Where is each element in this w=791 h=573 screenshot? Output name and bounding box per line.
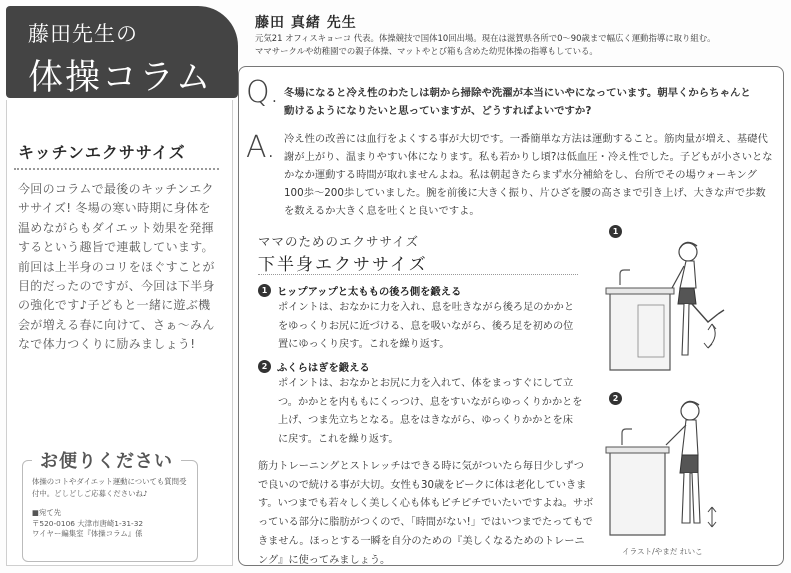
letters-address xyxy=(32,508,192,540)
column-title: 体操コラム xyxy=(28,58,213,98)
illustration-credit: イラスト/やまだ れいこ xyxy=(622,547,703,556)
exercise-2-heading-text: ふくらはぎを鍛える xyxy=(277,362,370,374)
author-bio-line1: 元気21 オフィスキョーコ 代表。体操競技で国体10回出場。現在は滋賀県各所で0〜90歳まで幅広く運動指導に取り組む。 xyxy=(255,33,716,43)
sidebar-body: 今回のコラムで最後のキッチンエクササイズ! 冬場の寒い時期に身体を温めながらもダイエット効果を発揮するという趣旨で連載しています。前回は上半身のコリをほぐすことが目的だったのですが、今回は下半身の強化です♪子どもと一緒に遊ぶ機会が増える春に向けて、さぁ〜みんなで体力つくりに励みましょう! xyxy=(18,182,215,352)
letters-title: お便りください xyxy=(32,447,181,473)
answer-text: 冷え性の改善には血行をよくする事が大切です。一番簡単な方法は運動すること。筋肉量が増え、基礎代謝が上がり、温まりやすい体になります。私も若かりし頃?は低血圧・冷え性でした。子どもが小さいとなかなか運動する時間が取れませんよね。私は朝起きたらまず水分補給をし、台所でその場ウォーキング100歩〜200歩していました。腕を前後に大きく振り、片ひざを腰の高さまで引き上げ、大きな声で歩数を数えるか大きく息を吐くと良いですよ。 xyxy=(284,133,773,217)
exercise-1-heading-text: ヒップアップと太ももの後ろ側を鍛える xyxy=(277,286,462,298)
figure-1-illustration xyxy=(600,230,780,380)
exercise-divider xyxy=(258,274,578,275)
figure-2-illustration xyxy=(600,395,780,545)
letters-address-line1: 〒520-0106 大津市唐崎1-31-32 xyxy=(32,518,144,528)
author-bio-line2: ママサークルや幼稚園での親子体操、マットやとび箱も含めた幼児体操の指導もしている。 xyxy=(255,46,598,56)
question-label: Q. xyxy=(246,75,280,110)
column-subtitle: 藤田先生の xyxy=(28,22,138,46)
exercise-2-heading xyxy=(258,359,370,374)
figure-2-number: 2 xyxy=(609,392,622,405)
column-header xyxy=(6,6,238,98)
figure-1-number: 1 xyxy=(609,225,622,238)
question-text: 冬場になると冷え性のわたしは朝から掃除や洗濯が本当にいやになっています。朝早くからちゃんと動けるようになりたいと思っていますが、どうすればよいですか? xyxy=(284,87,751,117)
exercise-title: 下半身エクササイズ xyxy=(258,255,428,275)
author-name: 藤田 真緒 先生 xyxy=(255,15,357,31)
letters-address-label: ■宛て先 xyxy=(32,508,62,517)
exercise-1-heading xyxy=(258,283,461,298)
sidebar-divider xyxy=(14,168,219,170)
exercise-1-body: ポイントは、おなかに力を入れ、息を吐きながら後ろ足のかかとをゆっくりお尻に近づける、息を吸いながら、後ろ足を初めの位置にゆっくり戻す。これを繰り返す。 xyxy=(278,302,575,351)
exercise-subtitle: ママのためのエクササイズ xyxy=(258,234,420,249)
letters-address-line2: ワイヤー編集室『体操コラム』係 xyxy=(32,529,143,539)
sidebar-title: キッチンエクササイズ xyxy=(18,143,186,162)
exercise-1-number: 1 xyxy=(258,284,271,297)
exercise-2-body: ポイントは、おなかとお尻に力を入れて、体をまっすぐにして立つ。かかとを内ももにくっつけ、息をすいながらゆっくりかかとを上げ、つま先立ちとなる。息をはきながら、ゆっくりかかとを床に戻す。これを繰り返す。 xyxy=(278,378,583,446)
author-bio xyxy=(255,32,775,58)
letters-text: 体操のコトやダイエット運動についても質問受付中。どしどしご応募くださいね♪ xyxy=(32,477,187,498)
closing-paragraph: 筋力トレーニングとストレッチはできる時に気がついたら毎日少しずつで良いので続ける事が大切。女性も30歳をピークに体は老化していきます。いつまでも若々しく美しく心も体もピチピチでいたいですよね。サボっている部分に脂肪がつくので、「時間がない!」ではいつまでたってもできません。ほっとする一瞬を自分のための『美しくなるためのトレーニング』に使ってみましょう。 xyxy=(258,461,594,566)
answer-label: A. xyxy=(246,130,276,165)
exercise-2-number: 2 xyxy=(258,360,271,373)
